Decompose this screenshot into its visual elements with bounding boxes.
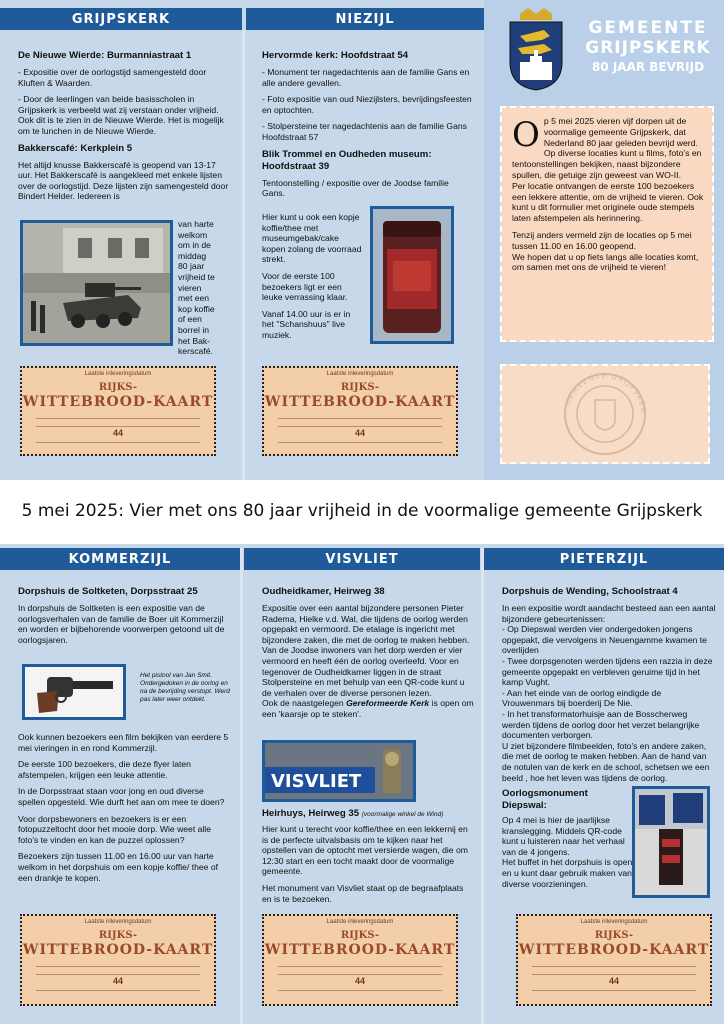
card-top-line: Laatste inleveringsdatum [326,371,394,377]
gemeente-title [578,18,718,76]
visvliet-sign-photo [262,740,416,802]
grijpskerk-text-3: Het altijd knusse Bakkerscafé is geopend van 13-17 uur. Het Bakkerscafé is aangekleed met enkele lijsten over de oorlogstijd. Deze lijsten zijn samengesteld door Bindert Helder. Iedereen is [18,159,229,202]
kommerzijl-column [18,586,230,651]
card-title-big: WITTEBROOD-KAART [518,942,710,958]
stamp-box [500,364,710,464]
niezijl-column [262,50,474,205]
pieterzijl-text-6: U ziet bijzondere filmbeelden, foto's en andere zaken, die met de oorlog te maken hebben. Aan de hand van de notulen van de kerk en de school, schetsen we een beeld , hoe het leven was tijdens de oorlog. [502,740,710,783]
intro-paragraph-2: Op diverse locaties kunt u films, foto's en tentoonstellingen bekijken, naast bijzondere spullen, die getuige zijn geweest van WO-II. [512,148,702,180]
coat-of-arms [504,6,568,92]
card-line [278,426,442,427]
kommerzijl-text-6: Bezoekers zijn tussen 11.00 en 16.00 uur van harte welkom in het dorpshuis om een kopje koffie/ thee of een drankje te kopen. [18,851,219,883]
niezijl-heading-1: Hervormde kerk: Hoofdstraat 54 [262,50,409,61]
visvliet-heading-2-note: (voormalige winkel de Wind) [361,811,444,818]
card-line [278,442,442,443]
tank-photo-image [23,223,170,343]
intro-paragraph-1: p 5 mei 2025 vieren vijf dorpen uit de voormalige gemeente Grijpskerk, dat Nederland 80 jaar geleden bevrijd werd. [543,116,698,148]
niezijl-text-2: - Foto expositie van oud Niezijlsters, bevrijdingsfeesten en optochten. [262,94,472,115]
card-number: 44 [112,976,123,986]
pieterzijl-text-4: - Aan het einde van de oorlog eindigde de Vrouwenmars bij boerderij De Nie. [502,687,662,709]
side-line: met een [178,293,210,304]
grijpskerk-text-2: - Door de leerlingen van beide basisscholen in Grijpskerk is verbeeld wat zij verstaan onder vrijheid. Ook dit is te zien in de Nieuwe Wierde. Het is mogelijk om te lunchen in de Nieuwe Wierde. [18,94,224,136]
visvliet-text-2-pre: Ook de naastgelegen [262,698,347,709]
kommerzijl-text-1: In dorpshuis de Soltketen is een expositie van de oorlogsverhalen van de familie de Boer uit Kommerzijl en worden er bijbehorende voorwerpen getoond uit de oorlogsjaren. [18,603,225,645]
stamp-card-pieterzijl [516,914,712,1006]
kommerzijl-heading: Dorpshuis de Soltketen, Dorpsstraat 25 [18,586,198,597]
card-number: 44 [354,976,365,986]
visvliet-text-3: Hier kunt u terecht voor koffie/thee en een lekkernij en is de perfecte uitvalsbasis om te kijken naar het opstellen van de optocht met versierde wagen, die om 12:30 start en een tocht maakt door de voormalige gemeente. [262,824,468,877]
pistol-caption: Het pistool van Jan Smit. Ondergedoken in de oorlog en na de bevrijding verstopt. Werd pas later weer ontdekt. [140,672,230,703]
visvliet-text-1: Expositie over een aantal bijzondere personen Pieter Radema, Hielke v.d. Wal, die tijdens de oorlog werden opgepakt en vermoord. De etalage is ingericht met bijzondere zaken, die met de oorlog te maken hebben. Van de Joodse inwoners van het dorp werden er vier vermoord en heeft één de oorlog overleefd. Voor en tegenover de Oudheidkamer liggen in de straat Stolpersteine en met behulp van een QR-code kunt u de verhalen over de diverse personen lezen. [262,603,470,698]
side-line: vrijheid te [178,271,215,282]
side-line: kerscafé. [178,346,213,357]
pieterzijl-text-8: Het buffet in het dorpshuis is open en u kunt daar gebruik maken van diverse voorzieningen. [502,857,633,889]
stamp-card-visvliet [262,914,458,1006]
card-title-small: RIJKS- [340,930,380,941]
card-title-big: WITTEBROOD-KAART [22,942,214,958]
side-line: welkom [178,229,208,240]
coat-of-arms-icon [504,6,568,92]
card-line [532,966,696,967]
header-grijpskerk: GRIJPSKERK [0,8,242,30]
pieterzijl-text-7: Op 4 mei is hier de jaarlijkse kranslegging. Middels QR-code kunt u luisteren naar het verhaal van de 4 jongens. [502,815,625,857]
visvliet-heading-2-title: Heirhuys, Heirweg 35 [262,808,360,819]
pieterzijl-column-2 [502,788,634,895]
tank-photo [20,220,173,346]
grijpskerk-text-1: - Expositie over de oorlogstijd samengesteld door Kluften & Waarden. [18,67,207,88]
card-line [36,990,200,991]
header-pieterzijl: PIETERZIJL [484,548,724,570]
side-line: 80 jaar [178,261,205,272]
card-line [36,426,200,427]
side-line: middag [178,250,207,261]
kommerzijl-text-4: In de Dorpsstraat staan voor jong en oud diverse spellen opgesteld. Wie durft het aan om mee te doen? [18,786,225,807]
pieterzijl-text-1: In een expositie wordt aandacht besteed aan een aantal bijzondere gebeurtenissen: [502,603,716,624]
pieterzijl-heading-2: Oorlogsmonument Diepswal: [502,788,588,811]
pistol-icon [25,667,123,717]
card-title-small: RIJKS- [98,382,138,393]
grijpskerk-heading-1: De Nieuwe Wierde: Burmanniastraat 1 [18,50,192,61]
pieterzijl-heading-1: Dorpshuis de Wending, Schoolstraat 4 [502,586,678,597]
kommerzijl-text-5: Voor dorpsbewoners en bezoekers is er een fotopuzzeltocht door het mooie dorp. Wie weet alle foto's te vinden en kan de puzzel oplossen? [18,813,211,845]
card-number: 44 [354,428,365,438]
pieterzijl-text-3: - Twee dorpsgenoten werden tijdens een razzia in deze gemeente opgepakt en verbleven geruime tijd in het kamp Vught. [502,655,713,688]
card-title-small: RIJKS- [594,930,634,941]
card-number: 44 [608,976,619,986]
visvliet-column [262,586,474,726]
monument-photo [632,786,710,898]
visvliet-church-name: Gereformeerde Kerk [346,698,430,709]
top-divider [242,30,245,480]
card-top-line: Laatste inleveringsdatum [580,919,648,925]
card-line [36,974,200,975]
monument-image [635,789,707,895]
card-title-big: WITTEBROOD-KAART [264,394,456,410]
niezijl-heading-2: Blik Trommel en Oudheden museum: Hoofdstraat 39 [262,148,432,172]
gemeente-seal-icon [502,366,708,462]
bottom-divider-1 [240,548,243,1024]
niezijl-text-6: Voor de eerste 100 bezoekers ligt er een leuke verrassing klaar. [262,270,348,303]
gemeente-title-line2: GRIJPSKERK [585,38,711,58]
bottom-divider-2 [481,548,484,1024]
header-niezijl: NIEZIJL [246,8,484,30]
card-top-line: Laatste inleveringsdatum [84,919,152,925]
page-banner: 5 mei 2025: Vier met ons 80 jaar vrijheid in de voormalige gemeente Grijpskerk [0,488,724,534]
card-top-line: Laatste inleveringsdatum [326,919,394,925]
stamp-card-niezijl [262,366,458,456]
card-line [532,974,696,975]
pieterzijl-text-5: - In het transformatorhuisje aan de Bosscherweg werden tijdens de oorlog door het verzet belangrijke documenten verborgen. [502,708,700,741]
kommerzijl-text-2: Ook kunnen bezoekers een film bekijken van eerdere 5 mei vieringen in en rond Kommerzijl. [18,732,229,753]
visvliet-text-2-post: is open om een 'kaarsje op te steken'. [262,698,474,719]
card-number: 44 [112,428,123,438]
side-line: borrel in [178,324,210,335]
card-line [278,418,442,419]
grijpskerk-heading-2: Bakkerscafé: Kerkplein 5 [18,142,133,154]
grijpskerk-side-text [178,219,238,357]
niezijl-text-4: Tentoonstelling / expositie over de Joodse familie Gans. [262,177,449,199]
niezijl-text-1: - Monument ter nagedachtenis aan de familie Gans en alle andere gevallen. [262,67,470,88]
card-line [278,974,442,975]
side-line: het Bak- [178,335,211,346]
card-line [278,990,442,991]
card-line [532,990,696,991]
card-title-big: WITTEBROOD-KAART [264,942,456,958]
intro-paragraph-4: Tenzij anders vermeld zijn de locaties op 5 mei tussen 11.00 en 16.00 geopend. [512,229,692,251]
sign-text: VISVLIET [271,771,362,792]
intro-box [500,106,714,342]
pieterzijl-column [502,586,716,783]
gemeente-title-line3: 80 JAAR BEVRIJD [591,60,705,74]
card-title-small: RIJKS- [98,930,138,941]
card-top-line: Laatste inleveringsdatum [84,371,152,377]
visvliet-sign-image [265,743,413,799]
visvliet-heading-2 [262,808,474,821]
intro-paragraph-5: We hopen dat u op fiets langs alle locaties komt, om samen met ons de vrijheid te vieren! [512,251,699,273]
card-title-small: RIJKS- [340,382,380,393]
card-line [278,966,442,967]
side-line: van harte [178,219,214,229]
pistol-photo [22,664,126,720]
niezijl-text-3: - Stolpersteine ter nagedachtenis aan de familie Gans Hoofdstraat 57 [262,121,467,142]
kommerzijl-text-3: De eerste 100 bezoekers, die deze flyer laten afstempelen, krijgen een leuke attentie. [18,759,191,780]
visvliet-text-2 [262,698,474,719]
card-line [36,966,200,967]
intro-paragraph-3: Per locatie ontvangen de eerste 100 bezoekers een lekkere attentie, om de vrijheid te vieren. Ook kunt u dit formulier met originele oude stempels laten afstempelen als herinnering. [512,180,704,224]
card-line [36,418,200,419]
intro-text [512,116,708,273]
tin-photo [370,206,454,344]
card-title-big: WITTEBROOD-KAART [22,394,214,410]
svg-text:GEMEENTE GRIJPSKERK [502,366,647,414]
niezijl-text-5: Hier kunt u ook een kopje koffie/thee met museumgebak/cake kopen zolang de voorraad strekt. [262,212,362,265]
card-line [36,442,200,443]
seal-text: GEMEENTE GRIJPSKER [564,371,648,415]
side-line: of een [178,314,202,325]
stamp-card-grijpskerk [20,366,216,456]
side-line: vieren [178,282,202,293]
header-kommerzijl: KOMMERZIJL [0,548,240,570]
intro-dropcap: O [512,115,540,155]
gemeente-title-line1: GEMEENTE [588,18,708,38]
niezijl-side-column [262,212,364,347]
grijpskerk-column [18,50,230,202]
side-line: kop koffie [178,303,215,314]
stamp-card-kommerzijl [20,914,216,1006]
pieterzijl-text-2: - Op Diepswal werden vier ondergedoken jongens opgepakt, die vervolgens in Neuengamme kwamen te overlijden [502,624,707,656]
visvliet-heading-1: Oudheidkamer, Heirweg 38 [262,586,385,597]
header-visvliet: VISVLIET [244,548,480,570]
niezijl-text-7: Vanaf 14.00 uur is er in het "Schanshuus" live muziek. [262,308,351,340]
visvliet-column-2 [262,808,474,910]
visvliet-text-4: Het monument van Visvliet staat op de begraafplaats en is te bezoeken. [262,882,464,904]
kommerzijl-column-2 [18,732,230,889]
tin-photo-image [373,209,451,341]
side-line: om in de [178,240,211,251]
